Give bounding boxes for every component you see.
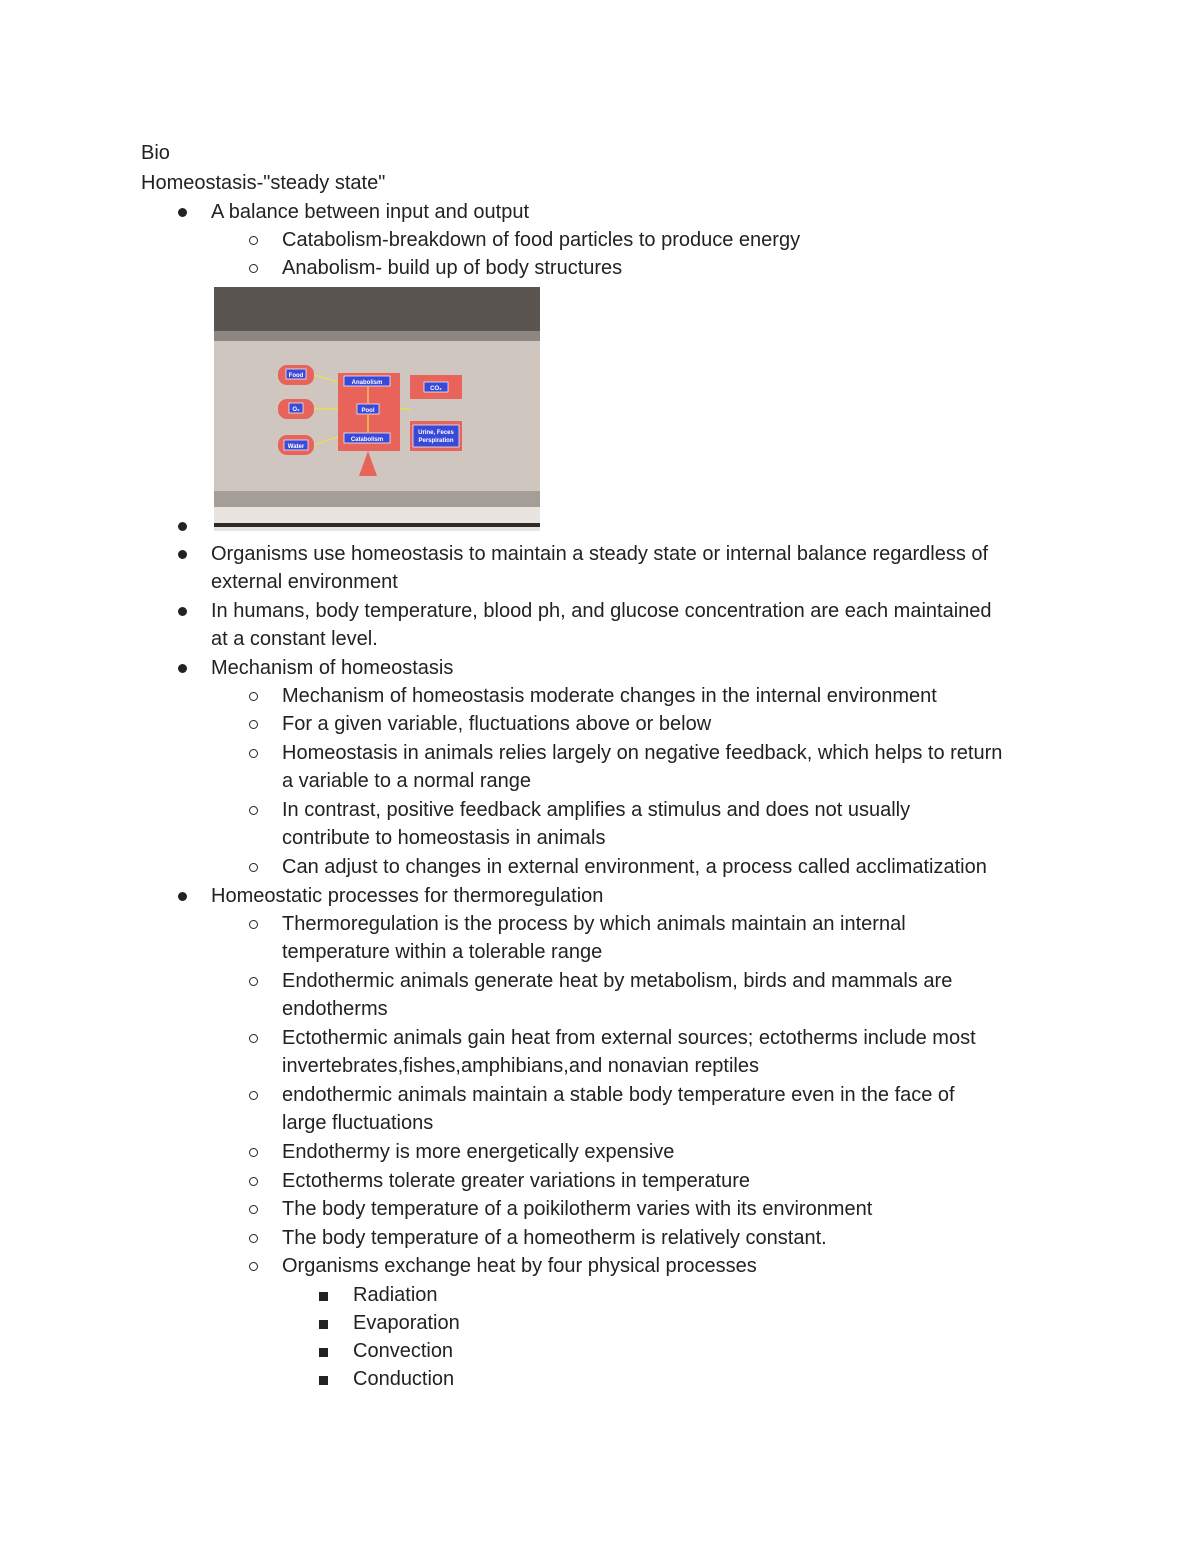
bullet-circle xyxy=(249,1177,258,1186)
photo-label-catabolism: Catabolism xyxy=(350,437,384,443)
list-item: Ectotherms tolerate greater variations in temperature xyxy=(282,1170,750,1192)
list-item-continued: invertebrates,fishes,amphibians,and nonavian reptiles xyxy=(282,1055,759,1077)
list-item-continued: a variable to a normal range xyxy=(282,770,532,792)
list-item: endothermic animals maintain a stable body temperature even in the face of xyxy=(282,1084,955,1106)
list-item: Endothermy is more energetically expensive xyxy=(282,1141,675,1163)
photo-label-co2: CO₂ xyxy=(430,386,442,392)
bullet-circle xyxy=(249,692,258,701)
list-item-continued: temperature within a tolerable range xyxy=(282,941,603,963)
list-item: In humans, body temperature, blood ph, and glucose concentration are each maintained xyxy=(211,600,992,622)
bullet-disc xyxy=(178,892,187,901)
bullet-disc xyxy=(178,522,187,531)
list-item: Radiation xyxy=(353,1284,438,1306)
list-item: Convection xyxy=(353,1340,454,1362)
bullet-circle xyxy=(249,1262,258,1271)
list-item: Endothermic animals generate heat by metabolism, birds and mammals are xyxy=(282,970,953,992)
bullet-disc xyxy=(178,664,187,673)
photo-label-perspiration: Perspiration xyxy=(418,438,454,444)
list-item: Anabolism- build up of body structures xyxy=(282,257,623,279)
document-heading: Homeostasis-"steady state" xyxy=(141,172,386,194)
bullet-circle xyxy=(249,264,258,273)
list-item: Organisms exchange heat by four physical processes xyxy=(282,1255,757,1277)
list-item-continued: at a constant level. xyxy=(211,628,378,650)
bullet-circle xyxy=(249,720,258,729)
list-item: Mechanism of homeostasis xyxy=(211,657,454,679)
document-title: Bio xyxy=(141,142,170,164)
list-item: Catabolism-breakdown of food particles to produce energy xyxy=(282,229,801,251)
list-item: Homeostasis in animals relies largely on negative feedback, which helps to return xyxy=(282,742,1003,764)
bullet-circle xyxy=(249,1091,258,1100)
photo-label-pool: Pool xyxy=(361,408,375,414)
bullet-square xyxy=(319,1320,328,1329)
photo-label-o2: O₂ xyxy=(292,407,300,413)
list-item: Conduction xyxy=(353,1368,455,1390)
bullet-circle xyxy=(249,1205,258,1214)
list-item: Evaporation xyxy=(353,1312,460,1334)
list-item-continued: external environment xyxy=(211,571,398,593)
list-item: For a given variable, fluctuations above or below xyxy=(282,713,712,735)
bullet-disc xyxy=(178,607,187,616)
list-item: Organisms use homeostasis to maintain a steady state or internal balance regardless of xyxy=(211,543,989,565)
bullet-circle xyxy=(249,863,258,872)
list-item: The body temperature of a poikilotherm varies with its environment xyxy=(282,1198,873,1220)
bullet-circle xyxy=(249,1234,258,1243)
bullet-circle xyxy=(249,977,258,986)
list-item: Can adjust to changes in external environment, a process called acclimatization xyxy=(282,856,987,878)
list-item-continued: endotherms xyxy=(282,998,388,1020)
list-item: Homeostatic processes for thermoregulation xyxy=(211,885,604,907)
bullet-circle xyxy=(249,236,258,245)
list-item: The body temperature of a homeotherm is relatively constant. xyxy=(282,1227,827,1249)
list-item-continued: large fluctuations xyxy=(282,1112,434,1134)
photo-label-food: Food xyxy=(288,373,304,379)
bullet-disc xyxy=(178,208,187,217)
list-item: In contrast, positive feedback amplifies a stimulus and does not usually xyxy=(282,799,911,821)
list-item: Ectothermic animals gain heat from external sources; ectotherms include most xyxy=(282,1027,976,1049)
list-item: Mechanism of homeostasis moderate changes in the internal environment xyxy=(282,685,937,707)
list-item: A balance between input and output xyxy=(211,201,530,223)
bullet-circle xyxy=(249,1034,258,1043)
photo-label-urine: Urine, Feces xyxy=(418,430,454,436)
bullet-square xyxy=(319,1292,328,1301)
bullet-circle xyxy=(249,749,258,758)
bullet-circle xyxy=(249,806,258,815)
bullet-circle xyxy=(249,1148,258,1157)
photo-label-water: Water xyxy=(287,444,305,450)
bullet-square xyxy=(319,1376,328,1385)
list-item: Thermoregulation is the process by which animals maintain an internal xyxy=(282,913,906,935)
list-item-continued: contribute to homeostasis in animals xyxy=(282,827,606,849)
embedded-photo xyxy=(214,287,540,531)
bullet-square xyxy=(319,1348,328,1357)
bullet-circle xyxy=(249,920,258,929)
bullet-disc xyxy=(178,550,187,559)
photo-label-anabolism: Anabolism xyxy=(351,380,383,386)
